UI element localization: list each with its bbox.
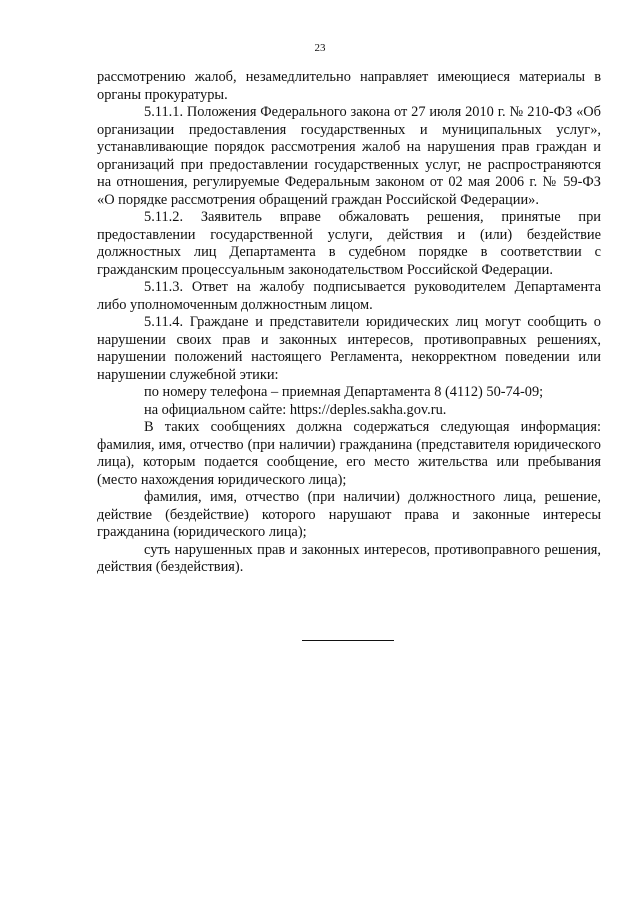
paragraph-5-11-4: 5.11.4. Граждане и представители юридических лиц могут сообщить о нарушении своих прав и законных интересов, противоправных решениях, нарушении положений настоящего Регламента, некорректном поведении или нарушении служебной этики: bbox=[97, 314, 601, 383]
page-number: 23 bbox=[314, 42, 326, 54]
document-body bbox=[97, 69, 601, 577]
end-separator-line bbox=[302, 640, 394, 641]
paragraph-official-info: фамилия, имя, отчество (при наличии) должностного лица, решение, действие (бездействие) которого нарушают права и законные интересы гражданина (юридического лица); bbox=[97, 489, 601, 540]
list-item-website: на официальном сайте: https://deples.sakha.gov.ru. bbox=[144, 401, 447, 418]
paragraph-5-11-1: 5.11.1. Положения Федерального закона от 27 июля 2010 г. № 210-ФЗ «Об организации предоставления государственных и муниципальных услуг», устанавливающие порядок рассмотрения жалоб на нарушения прав граждан и организаций при предоставлении государственных услуг, не распространяются на отношения, регулируемые Федеральным законом от 02 мая 2006 г. № 59-ФЗ «О порядке рассмотрения обращений граждан Российской Федерации». bbox=[97, 104, 601, 208]
paragraph-continuation: рассмотрению жалоб, незамедлительно направляет имеющиеся материалы в органы прокуратуры. bbox=[97, 69, 601, 103]
paragraph-5-11-2: 5.11.2. Заявитель вправе обжаловать решения, принятые при предоставлении государственной услуги, действия и (или) бездействие должностных лиц Департамента в судебном порядке в соответствии с гражданским процессуальным законодательством Российской Федерации. bbox=[97, 209, 601, 278]
paragraph-required-info: В таких сообщениях должна содержаться следующая информация: фамилия, имя, отчество (при наличии) гражданина (представителя юридического лица), которым подается сообщение, его место жительства или пребывания (место нахождения юридического лица); bbox=[97, 419, 601, 488]
list-item-phone: по номеру телефона – приемная Департамента 8 (4112) 50-74-09; bbox=[144, 384, 544, 400]
paragraph-violation-essence: суть нарушенных прав и законных интересов, противоправного решения, действия (бездействия). bbox=[97, 541, 601, 575]
paragraph-5-11-3: 5.11.3. Ответ на жалобу подписывается руководителем Департамента либо уполномоченным должностным лицом. bbox=[97, 279, 601, 313]
